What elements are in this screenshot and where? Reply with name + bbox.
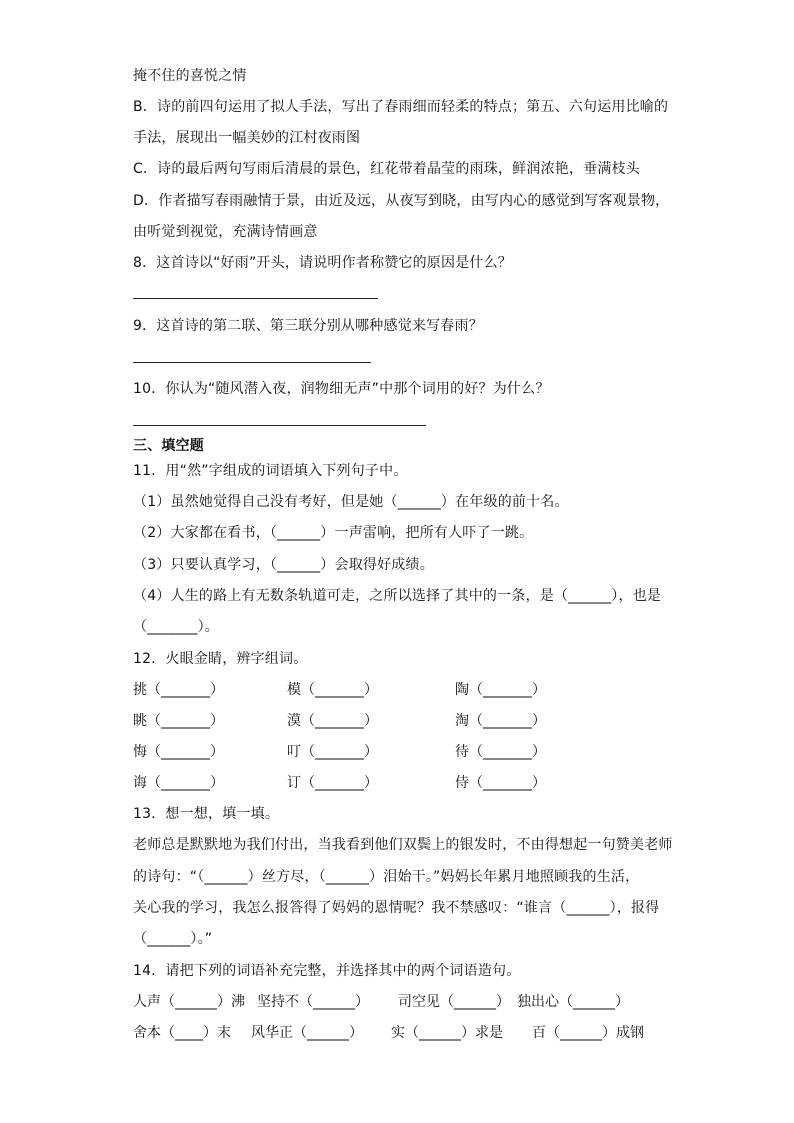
char-blank[interactable]: 诲（_______） (133, 775, 224, 791)
idiom-blank[interactable]: 实（______）求是 (391, 1025, 503, 1041)
char-blank[interactable]: 挑（_______） (133, 682, 224, 698)
question-13-paragraph-2: 的诗句：“（______）丝方尽，（______）泪始干。”妈妈长年累月地照顾我的生活， (133, 869, 640, 885)
option-d-line-1: D．作者描写春雨融情于景，由近及远，从夜写到晓，由写内心的感觉到写客观景物， (133, 193, 670, 209)
option-b-line-1: B．诗的前四句运用了拟人手法，写出了春雨细而轻柔的特点；第五、六句运用比喻的 (133, 99, 669, 115)
question-11-sentence-2: （2）大家都在看书，（______）一声雷响，把所有人吓了一跳。 (133, 525, 534, 541)
question-11-sentence-4a: （4）人生的路上有无数条轨道可走，之所以选择了其中的一条，是（______），也是 (133, 588, 662, 604)
char-blank[interactable]: 陶（_______） (455, 682, 546, 698)
char-blank[interactable]: 待（_______） (455, 744, 546, 760)
question-11-sentence-3: （3）只要认真学习，（______）会取得好成绩。 (133, 557, 434, 573)
char-blank[interactable]: 漠（_______） (287, 713, 378, 729)
section-heading-fill-in: 三、填空题 (133, 438, 204, 454)
answer-line-q9[interactable] (133, 362, 371, 363)
answer-line-q8[interactable] (133, 298, 378, 299)
question-9: 9．这首诗的第二联、第三联分别从哪种感觉来写春雨？ (133, 318, 483, 334)
option-a-continuation: 掩不住的喜悦之情 (133, 68, 247, 84)
option-c: C．诗的最后两句写雨后清晨的景色，红花带着晶莹的雨珠，鲜润浓艳，垂满枝头 (133, 161, 640, 177)
answer-line-q10[interactable] (133, 425, 426, 426)
char-blank[interactable]: 叮（_______） (287, 744, 378, 760)
question-13-prompt: 13．想一想，填一填。 (133, 806, 280, 822)
char-blank[interactable]: 眺（_______） (133, 713, 224, 729)
option-b-line-2: 手法，展现出一幅美妙的江村夜雨图 (133, 130, 361, 146)
char-blank[interactable]: 侍（_______） (455, 775, 546, 791)
char-blank[interactable]: 淘（_______） (455, 713, 546, 729)
idiom-blank[interactable]: 独出心（______） (517, 994, 629, 1010)
idiom-blank[interactable]: 百（______）成钢 (532, 1025, 644, 1041)
question-11-prompt: 11．用“然”字组成的词语填入下列句子中。 (133, 463, 408, 479)
question-11-sentence-4b: （_______）。 (133, 619, 219, 635)
char-blank[interactable]: 悔（_______） (133, 744, 224, 760)
question-13-paragraph-1: 老师总是默默地为我们付出，当我看到他们双鬓上的银发时，不由得想起一句赞美老师 (133, 837, 673, 853)
question-13-paragraph-3: 关心我的学习，我怎么报答得了妈妈的恩情呢？我不禁感叹：“谁言（______），报得 (133, 900, 660, 916)
question-14-prompt: 14．请把下列的词语补充完整，并选择其中的两个词语造句。 (133, 963, 521, 979)
idiom-blank[interactable]: 风华正（______） (251, 1025, 363, 1041)
idiom-blank[interactable]: 司空见（______） (398, 994, 510, 1010)
idiom-blank[interactable]: 人声（______）沸 (133, 994, 245, 1010)
question-13-paragraph-4: （______）。” (133, 931, 213, 947)
idiom-blank[interactable]: 舍本（____）末 (133, 1025, 231, 1041)
question-10: 10．你认为“随风潜入夜，润物细无声”中那个词用的好？为什么？ (133, 381, 550, 397)
question-11-sentence-1: （1）虽然她觉得自己没有考好，但是她（______）在年级的前十名。 (133, 494, 569, 510)
question-8: 8．这首诗以“好雨”开头，请说明作者称赞它的原因是什么？ (133, 255, 513, 271)
char-blank[interactable]: 订（_______） (287, 775, 378, 791)
idiom-blank[interactable]: 坚持不（______） (257, 994, 369, 1010)
char-blank[interactable]: 模（_______） (287, 682, 378, 698)
option-d-line-2: 由听觉到视觉，充满诗情画意 (133, 224, 318, 240)
question-12-prompt: 12．火眼金睛，辨字组词。 (133, 651, 308, 667)
